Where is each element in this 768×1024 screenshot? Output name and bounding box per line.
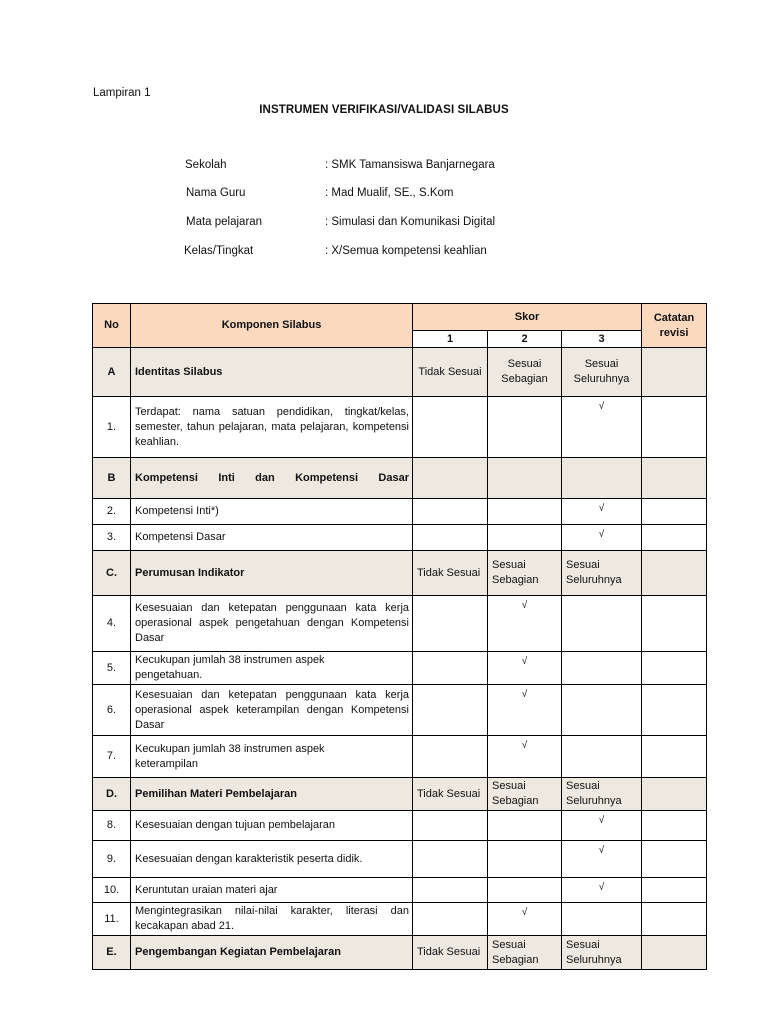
score-label-3: Sesuai Seluruhnya [562,778,642,811]
score-cell-3 [562,652,642,685]
item-text: Kompetensi Inti*) [131,499,413,525]
score-cell-2 [488,685,562,736]
item-no: 9. [93,841,131,878]
item-no: 5. [93,652,131,685]
score-label-1: Tidak Sesuai [413,936,488,970]
item-no: 8. [93,811,131,841]
score-cell-2 [488,652,562,685]
score-cell-1 [413,525,488,551]
section-row-c [93,551,707,596]
score-cell-1 [413,878,488,903]
info-label: Sekolah [185,159,227,171]
header-catatan: Catatan revisi [642,304,707,348]
item-text: Terdapat: nama satuan pendidikan, tingkat/kelas, semester, tahun pelajaran, mata pelajaran, kompetensi keahlian. [131,397,413,458]
score-cell-3 [562,397,642,458]
item-no: 2. [93,499,131,525]
score-cell-1 [413,736,488,778]
header-komponen: Komponen Silabus [131,304,413,348]
score-label-3: Sesuai Seluruhnya [562,936,642,970]
table-row [93,878,707,903]
catatan-cell [642,685,707,736]
score-cell-1 [413,499,488,525]
section-row-b [93,458,707,499]
table-row [93,811,707,841]
catatan-cell [642,348,707,397]
score-label-3: Sesuai Seluruhnya [562,348,642,397]
info-value: : Simulasi dan Komunikasi Digital [325,216,496,228]
item-text: Kecukupan jumlah 38 instrumen aspek keterampilan [131,736,413,778]
catatan-cell [642,736,707,778]
item-no: 3. [93,525,131,551]
table-row [93,736,707,778]
info-label: Kelas/Tingkat [184,245,254,257]
catatan-cell [642,878,707,903]
catatan-cell [642,525,707,551]
score-cell-3 [562,841,642,878]
score-cell-2 [488,596,562,652]
catatan-cell [642,596,707,652]
check-mark-icon: √ [598,815,605,826]
item-text: Mengintegrasikan nilai-nilai karakter, literasi dan kecakapan abad 21. [131,903,413,936]
score-cell-2 [488,397,562,458]
score-label-1: Tidak Sesuai [413,778,488,811]
header-skor: Skor [413,304,642,331]
document-title: INSTRUMEN VERIFIKASI/VALIDASI SILABUS [259,104,509,116]
score-col-3: 3 [562,331,642,348]
score-label-3: Sesuai Seluruhnya [562,551,642,596]
attachment-label: Lampiran 1 [93,87,151,99]
section-title: Kompetensi Inti dan Kompetensi Dasar [131,458,413,499]
score-col-1: 1 [413,331,488,348]
check-mark-icon: √ [521,689,528,700]
item-no: 1. [93,397,131,458]
section-row-a [93,348,707,397]
section-no: C. [93,551,131,596]
catatan-cell [642,652,707,685]
score-label-2: Sesuai Sebagian [488,778,562,811]
item-no: 4. [93,596,131,652]
score-cell-2 [488,525,562,551]
catatan-cell [642,841,707,878]
item-text: Kecukupan jumlah 38 instrumen aspek pengetahuan. [131,652,413,685]
score-cell-3 [562,878,642,903]
score-cell-3 [562,499,642,525]
catatan-cell [642,458,707,499]
section-no: B [93,458,131,499]
score-col-2: 2 [488,331,562,348]
score-label-1 [413,458,488,499]
check-mark-icon: √ [598,401,605,412]
info-value: : SMK Tamansiswa Banjarnegara [325,159,495,171]
item-text: Kesesuaian dengan tujuan pembelajaran [131,811,413,841]
check-mark-icon: √ [598,529,605,540]
score-cell-1 [413,685,488,736]
item-no: 10. [93,878,131,903]
item-text: Kesesuaian dan ketepatan penggunaan kata kerja operasional aspek keterampilan dengan Kompetensi Dasar [131,685,413,736]
score-cell-2 [488,878,562,903]
check-mark-icon: √ [521,907,528,918]
score-cell-2 [488,736,562,778]
section-no: E. [93,936,131,970]
header-no: No [93,304,131,348]
table-row [93,525,707,551]
item-text: Keruntutan uraian materi ajar [131,878,413,903]
table-row [93,596,707,652]
score-cell-2 [488,841,562,878]
item-no: 6. [93,685,131,736]
item-text: Kompetensi Dasar [131,525,413,551]
section-title: Identitas Silabus [131,348,413,397]
table-row [93,652,707,685]
check-mark-icon: √ [521,600,528,611]
score-label-1: Tidak Sesuai [413,348,488,397]
check-mark-icon: √ [521,656,528,667]
check-mark-icon: √ [598,845,605,856]
info-label: Nama Guru [186,187,246,199]
section-title: Pemilihan Materi Pembelajaran [131,778,413,811]
table-row [93,685,707,736]
item-no: 7. [93,736,131,778]
score-cell-2 [488,903,562,936]
catatan-cell [642,936,707,970]
catatan-cell [642,811,707,841]
catatan-cell [642,903,707,936]
catatan-cell [642,778,707,811]
info-value: : X/Semua kompetensi keahlian [325,245,487,257]
section-row-d [93,778,707,811]
score-cell-3 [562,596,642,652]
score-cell-3 [562,525,642,551]
section-no: D. [93,778,131,811]
catatan-cell [642,551,707,596]
table-row [93,903,707,936]
info-value: : Mad Mualif, SE., S.Kom [325,187,454,199]
silabus-table [92,303,707,970]
info-label: Mata pelajaran [186,216,263,228]
score-label-1: Tidak Sesuai [413,551,488,596]
item-no: 11. [93,903,131,936]
item-text: Kesesuaian dan ketepatan penggunaan kata kerja operasional aspek pengetahuan dengan Kompetensi Dasar [131,596,413,652]
score-cell-2 [488,811,562,841]
score-cell-1 [413,841,488,878]
score-cell-3 [562,811,642,841]
section-title: Pengembangan Kegiatan Pembelajaran [131,936,413,970]
section-title: Perumusan Indikator [131,551,413,596]
score-cell-3 [562,903,642,936]
table-row [93,841,707,878]
header-row [93,304,707,331]
score-cell-3 [562,736,642,778]
check-mark-icon: √ [598,882,605,893]
catatan-cell [642,499,707,525]
score-cell-1 [413,903,488,936]
score-cell-1 [413,811,488,841]
check-mark-icon: √ [598,503,605,514]
score-label-2: Sesuai Sebagian [488,551,562,596]
check-mark-icon: √ [521,740,528,751]
table-row [93,499,707,525]
score-cell-1 [413,397,488,458]
score-cell-1 [413,652,488,685]
score-cell-1 [413,596,488,652]
score-label-3 [562,458,642,499]
catatan-cell [642,397,707,458]
table-row [93,397,707,458]
section-row-e [93,936,707,970]
score-cell-2 [488,499,562,525]
score-cell-3 [562,685,642,736]
score-label-2 [488,458,562,499]
section-no: A [93,348,131,397]
score-label-2: Sesuai Sebagian [488,348,562,397]
score-label-2: Sesuai Sebagian [488,936,562,970]
item-text: Kesesuaian dengan karakteristik peserta didik. [131,841,413,878]
